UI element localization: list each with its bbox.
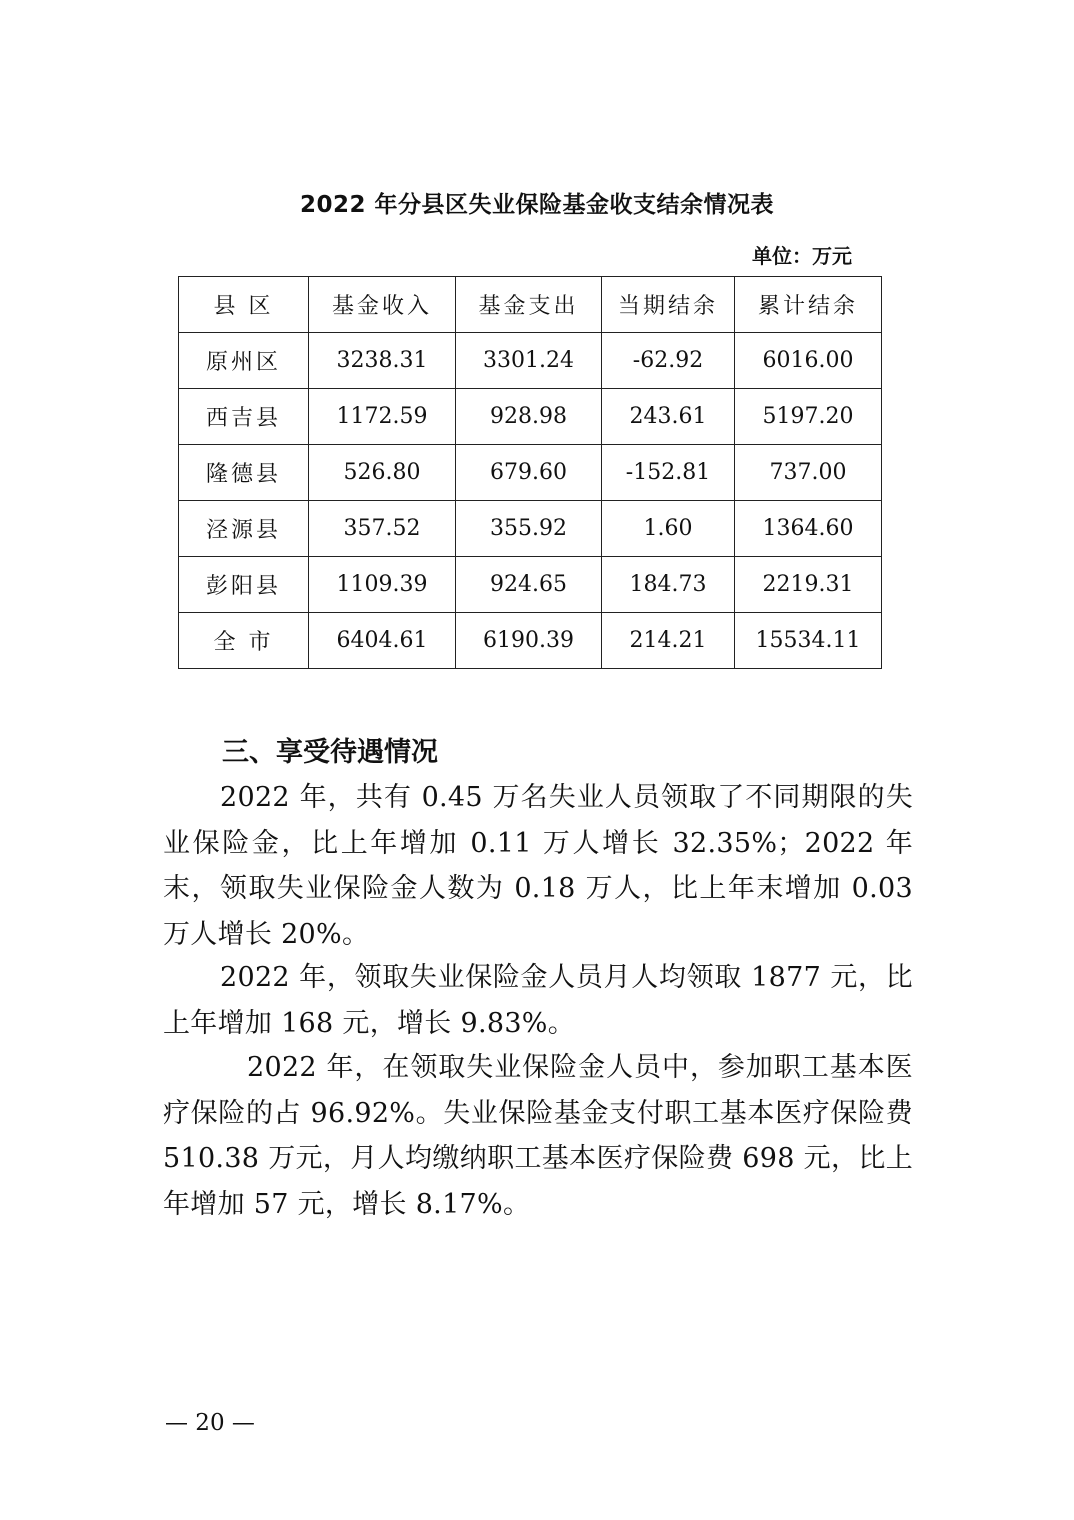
cell-expense: 924.65 [456, 557, 602, 613]
header-cell-cumulative-balance: 累计结余 [735, 277, 882, 333]
cell-expense: 355.92 [456, 501, 602, 557]
cell-county: 原州区 [179, 333, 309, 389]
paragraph-2: 2022 年，领取失业保险金人员月人均领取 1877 元，比上年增加 168 元，增长 9.83%。 [163, 962, 913, 1039]
table-row [179, 333, 882, 389]
cell-cumulative-balance: 737.00 [735, 445, 882, 501]
cell-current-balance: 243.61 [602, 389, 735, 445]
header-cell-current-balance: 当期结余 [602, 277, 735, 333]
section-heading: 三、享受待遇情况 [222, 737, 438, 768]
table-row [179, 445, 882, 501]
cell-expense: 6190.39 [456, 613, 602, 669]
header-cell-expense: 基金支出 [456, 277, 602, 333]
cell-expense: 679.60 [456, 445, 602, 501]
table-row [179, 389, 882, 445]
page-number: — 20 — [165, 1410, 255, 1436]
cell-income: 1109.39 [309, 557, 456, 613]
cell-cumulative-balance: 2219.31 [735, 557, 882, 613]
cell-cumulative-balance: 15534.11 [735, 613, 882, 669]
cell-income: 6404.61 [309, 613, 456, 669]
header-cell-income: 基金收入 [309, 277, 456, 333]
header-cell-county: 县 区 [179, 277, 309, 333]
paragraph-3: 2022 年，在领取失业保险金人员中，参加职工基本医疗保险的占 96.92%。失业保险基金支付职工基本医疗保险费 510.38 万元，月人均缴纳职工基本医疗保险费 698 元，比上年增加 57 元，增长 8.17%。 [163, 1052, 913, 1220]
cell-current-balance: -62.92 [602, 333, 735, 389]
cell-income: 1172.59 [309, 389, 456, 445]
cell-cumulative-balance: 1364.60 [735, 501, 882, 557]
cell-cumulative-balance: 6016.00 [735, 333, 882, 389]
cell-county: 隆德县 [179, 445, 309, 501]
table-row [179, 613, 882, 669]
cell-income: 3238.31 [309, 333, 456, 389]
cell-current-balance: 214.21 [602, 613, 735, 669]
cell-income: 526.80 [309, 445, 456, 501]
cell-county: 西吉县 [179, 389, 309, 445]
fund-table [178, 276, 882, 669]
paragraph-1: 2022 年，共有 0.45 万名失业人员领取了不同期限的失业保险金，比上年增加 0.11 万人增长 32.35%；2022 年末，领取失业保险金人数为 0.18 万人，比上年末增加 0.03 万人增长 20%。 [163, 782, 913, 950]
cell-county: 泾源县 [179, 501, 309, 557]
table-row [179, 501, 882, 557]
unit-label: 单位：万元 [752, 244, 852, 268]
cell-expense: 928.98 [456, 389, 602, 445]
cell-current-balance: 1.60 [602, 501, 735, 557]
cell-current-balance: 184.73 [602, 557, 735, 613]
table-header-row [179, 277, 882, 333]
cell-current-balance: -152.81 [602, 445, 735, 501]
cell-income: 357.52 [309, 501, 456, 557]
table-row [179, 557, 882, 613]
cell-cumulative-balance: 5197.20 [735, 389, 882, 445]
table-title: 2022 年分县区失业保险基金收支结余情况表 [299, 192, 775, 218]
cell-county: 全 市 [179, 613, 309, 669]
cell-county: 彭阳县 [179, 557, 309, 613]
cell-expense: 3301.24 [456, 333, 602, 389]
